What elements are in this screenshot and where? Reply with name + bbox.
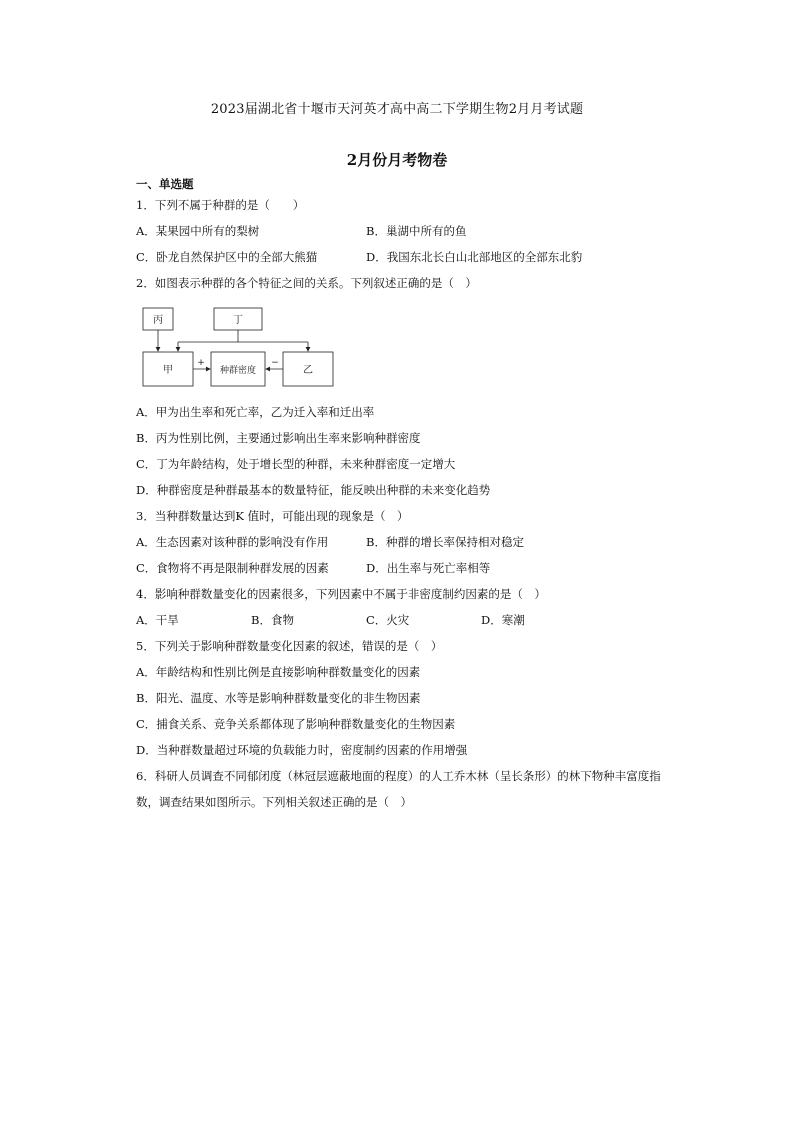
q2-option-c: C．丁为年龄结构，处于增长型的种群，未来种群密度一定增大 [136,457,456,471]
diagram-label-ding: 丁 [233,315,243,326]
q5-option-c: C．捕食关系、竞争关系都体现了影响种群数量变化的生物因素 [136,717,456,731]
q1-option-d: D．我国东北长白山北部地区的全部东北豹 [366,250,583,264]
q1-option-b: B．巢湖中所有的鱼 [366,224,467,238]
question-5-stem: 5．下列关于影响种群数量变化因素的叙述，错误的是（ ） [136,639,443,653]
diagram-label-yi: 乙 [303,365,313,376]
population-characteristics-diagram [138,305,338,389]
q1-option-c: C．卧龙自然保护区中的全部大熊猫 [136,250,318,264]
question-6-stem-line1: 6．科研人员调查不同郁闭度（林冠层遮蔽地面的程度）的人工乔木林（呈长条形）的林下物种丰富度指 [136,769,661,783]
q5-option-b: B．阳光、温度、水等是影响种群数量变化的非生物因素 [136,691,421,705]
question-4-stem: 4．影响种群数量变化的因素很多，下列因素中不属于非密度制约因素的是（ ） [136,587,546,601]
q3-option-c: C．食物将不再是限制种群发展的因素 [136,561,329,575]
q4-option-d: D．寒潮 [481,613,525,627]
q5-option-a: A．年龄结构和性别比例是直接影响种群数量变化的因素 [136,665,421,679]
q4-option-b: B．食物 [251,613,294,627]
diagram-label-density: 种群密度 [219,366,257,376]
q2-option-d: D．种群密度是种群最基本的数量特征，能反映出种群的未来变化趋势 [136,483,491,497]
q2-option-b: B．丙为性别比例，主要通过影响出生率来影响种群密度 [136,431,421,445]
q2-option-a: A．甲为出生率和死亡率，乙为迁入率和迁出率 [136,405,375,419]
section-heading: 一、单选题 [136,177,194,191]
question-2-stem: 2．如图表示种群的各个特征之间的关系。下列叙述正确的是（ ） [136,276,477,290]
q3-option-b: B．种群的增长率保持相对稳定 [366,535,524,549]
q3-option-d: D．出生率与死亡率相等 [366,561,491,575]
diagram-label-jia: 甲 [163,365,173,376]
q4-option-c: C．火灾 [366,613,410,627]
question-1-stem: 1．下列不属于种群的是（ ） [136,198,305,212]
question-3-stem: 3．当种群数量达到K 值时，可能出现的现象是（ ） [136,509,409,523]
q1-option-a: A．某果园中所有的梨树 [136,224,260,238]
exam-header-title: 2023届湖北省十堰市天河英才高中高二下学期生物2月月考试题 [210,102,584,117]
diagram-label-bing: 丙 [153,315,163,326]
diagram-plus-sign: + [197,358,205,368]
paper-title: 2月份月考物卷 [346,151,448,169]
diagram-minus-sign: − [271,358,279,368]
q5-option-d: D．当种群数量超过环境的负载能力时，密度制约因素的作用增强 [136,743,468,757]
q4-option-a: A．干旱 [136,613,179,627]
question-6-stem-line2: 数，调查结果如图所示。下列相关叙述正确的是（ ） [136,795,412,809]
q3-option-a: A．生态因素对该种群的影响没有作用 [136,535,329,549]
